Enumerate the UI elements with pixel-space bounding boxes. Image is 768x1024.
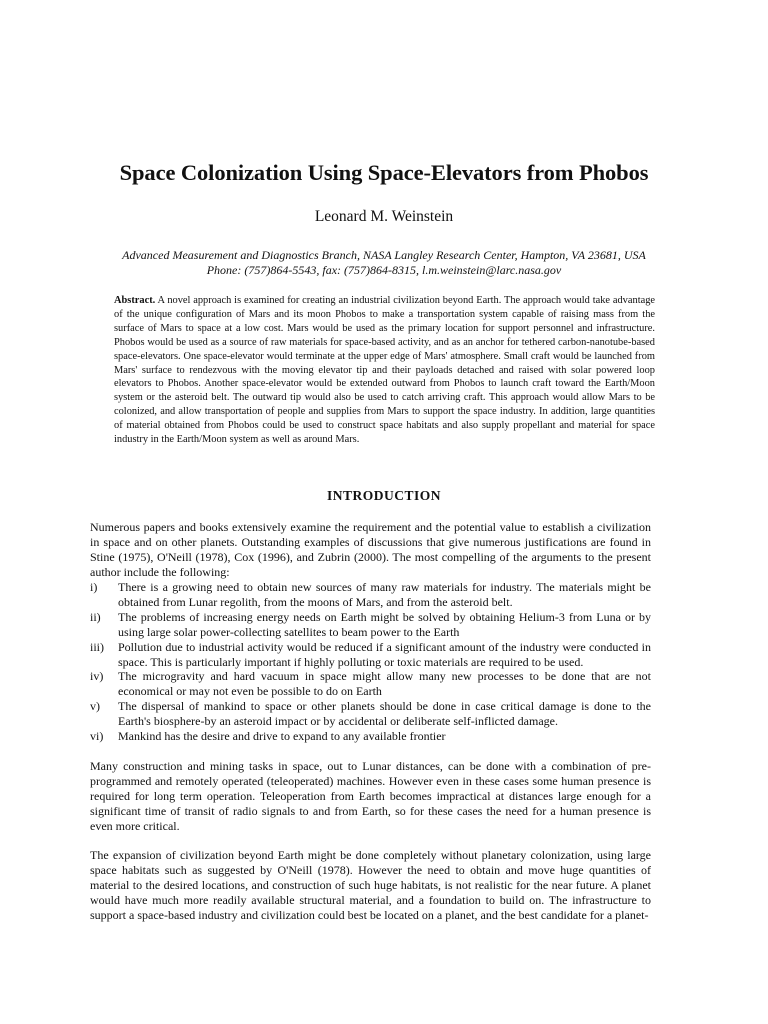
list-item	[90, 640, 651, 670]
author-name: Leonard M. Weinstein	[314, 208, 454, 225]
affiliation-line: Advanced Measurement and Diagnostics Branch, NASA Langley Research Center, Hampton, VA 23681, USA	[122, 248, 646, 262]
list-item-number: ii)	[90, 609, 101, 624]
list-item-number: iii)	[90, 639, 104, 654]
list-item-text: There is a growing need to obtain new sources of many raw materials for industry. The materials might be obtained from Lunar regolith, from the moons of Mars, and from the asteroid belt.	[118, 580, 651, 609]
intro-paragraph-3: The expansion of civilization beyond Earth might be done completely without planetary colonization, using large space habitats such as suggested by O'Neill (1978). However the need to obtain and move huge quantities of material to the desired locations, and construction of such huge habitats, is not realistic for the near future. A planet would have much more readily available structural material, and a foundation to build on. The infrastructure to support a space-based industry and civilization could best be located on a planet, and the best candidate for a planet-	[90, 848, 651, 922]
intro-paragraph-2: Many construction and mining tasks in space, out to Lunar distances, can be done with a combination of pre-programmed and remotely operated (teleoperated) machines. However even in these cases some human presence is required for long term operation. Teleoperation from Earth becomes impractical at distances large enough for a significant time of transit of radio signals to and from Earth, so for these cases the need for a human presence is even more critical.	[90, 759, 651, 833]
list-item	[90, 580, 651, 610]
abstract-text: A novel approach is examined for creating an industrial civilization beyond Earth. The approach would take advantage of the unique configuration of Mars and its moon Phobos to make a transportation system capable of raising mass from the surface of Mars to space at a low cost. Mars would be used as the primary location for support personnel and infrastructure. Phobos would be used as a source of raw materials for space-based activity, and as an anchor for tethered carbon-nanotube-based space-elevators. One space-elevator would terminate at the upper edge of Mars' atmosphere. Small craft would be launched from Mars' surface to rendezvous with the moving elevator tip and their payloads detached and raised with solar powered loop elevators to Phobos. Another space-elevator would be extended outward from Phobos to launch craft toward the Earth/Moon system or the asteroid belt. The outward tip would also be used to catch arriving craft. This approach would allow Mars to be colonized, and allow transportation of people and supplies from Mars to support the space industry. In addition, large quantities of material obtained from Phobos could be used to construct space habitats and also supply propellant and material for space industry in the Earth/Moon system as well as around Mars.	[114, 295, 655, 446]
list-item	[90, 669, 651, 699]
list-item-text: The problems of increasing energy needs on Earth might be solved by obtaining Helium-3 from Luna or by using large solar power-collecting satellites to beam power to the Earth	[118, 609, 651, 639]
section-heading-introduction: INTRODUCTION	[326, 488, 441, 503]
list-item-number: iv)	[90, 669, 104, 684]
list-item-text: Mankind has the desire and drive to expand to any available frontier	[118, 729, 446, 744]
paper-title: Space Colonization Using Space-Elevators from Phobos	[119, 160, 649, 185]
contact-line: Phone: (757)864-5543, fax: (757)864-8315, l.m.weinstein@larc.nasa.gov	[206, 263, 562, 277]
list-item-text: Pollution due to industrial activity would be reduced if a significant amount of the industry were conducted in space. This is particularly important if highly polluting or toxic materials are required to be used.	[118, 639, 651, 669]
abstract	[114, 294, 655, 447]
list-item-text: The microgravity and hard vacuum in space might allow many new processes to be done that are not economical or may not even be possible to do on Earth	[118, 669, 651, 699]
list-item	[90, 610, 651, 640]
list-item	[90, 699, 651, 729]
list-item-number: vi)	[90, 729, 104, 744]
list-item	[90, 729, 651, 744]
intro-paragraph-1: Numerous papers and books extensively examine the requirement and the potential value to establish a civilization in space and on other planets. Outstanding examples of discussions that give numerous justifications are found in Stine (1975), O'Neill (1978), Cox (1996), and Zubrin (2000). The most compelling of the arguments to the present author include the following:	[90, 520, 651, 579]
author-affiliation-block	[90, 248, 678, 278]
list-item-number: i)	[90, 580, 98, 594]
list-item-number: v)	[90, 699, 100, 714]
abstract-label: Abstract.	[114, 295, 156, 306]
reasons-list	[90, 580, 651, 744]
list-item-text: The dispersal of mankind to space or other planets should be done in case critical damage is done to the Earth's biosphere-by an asteroid impact or by accidental or deliberate self-inflicted damage.	[118, 699, 651, 729]
